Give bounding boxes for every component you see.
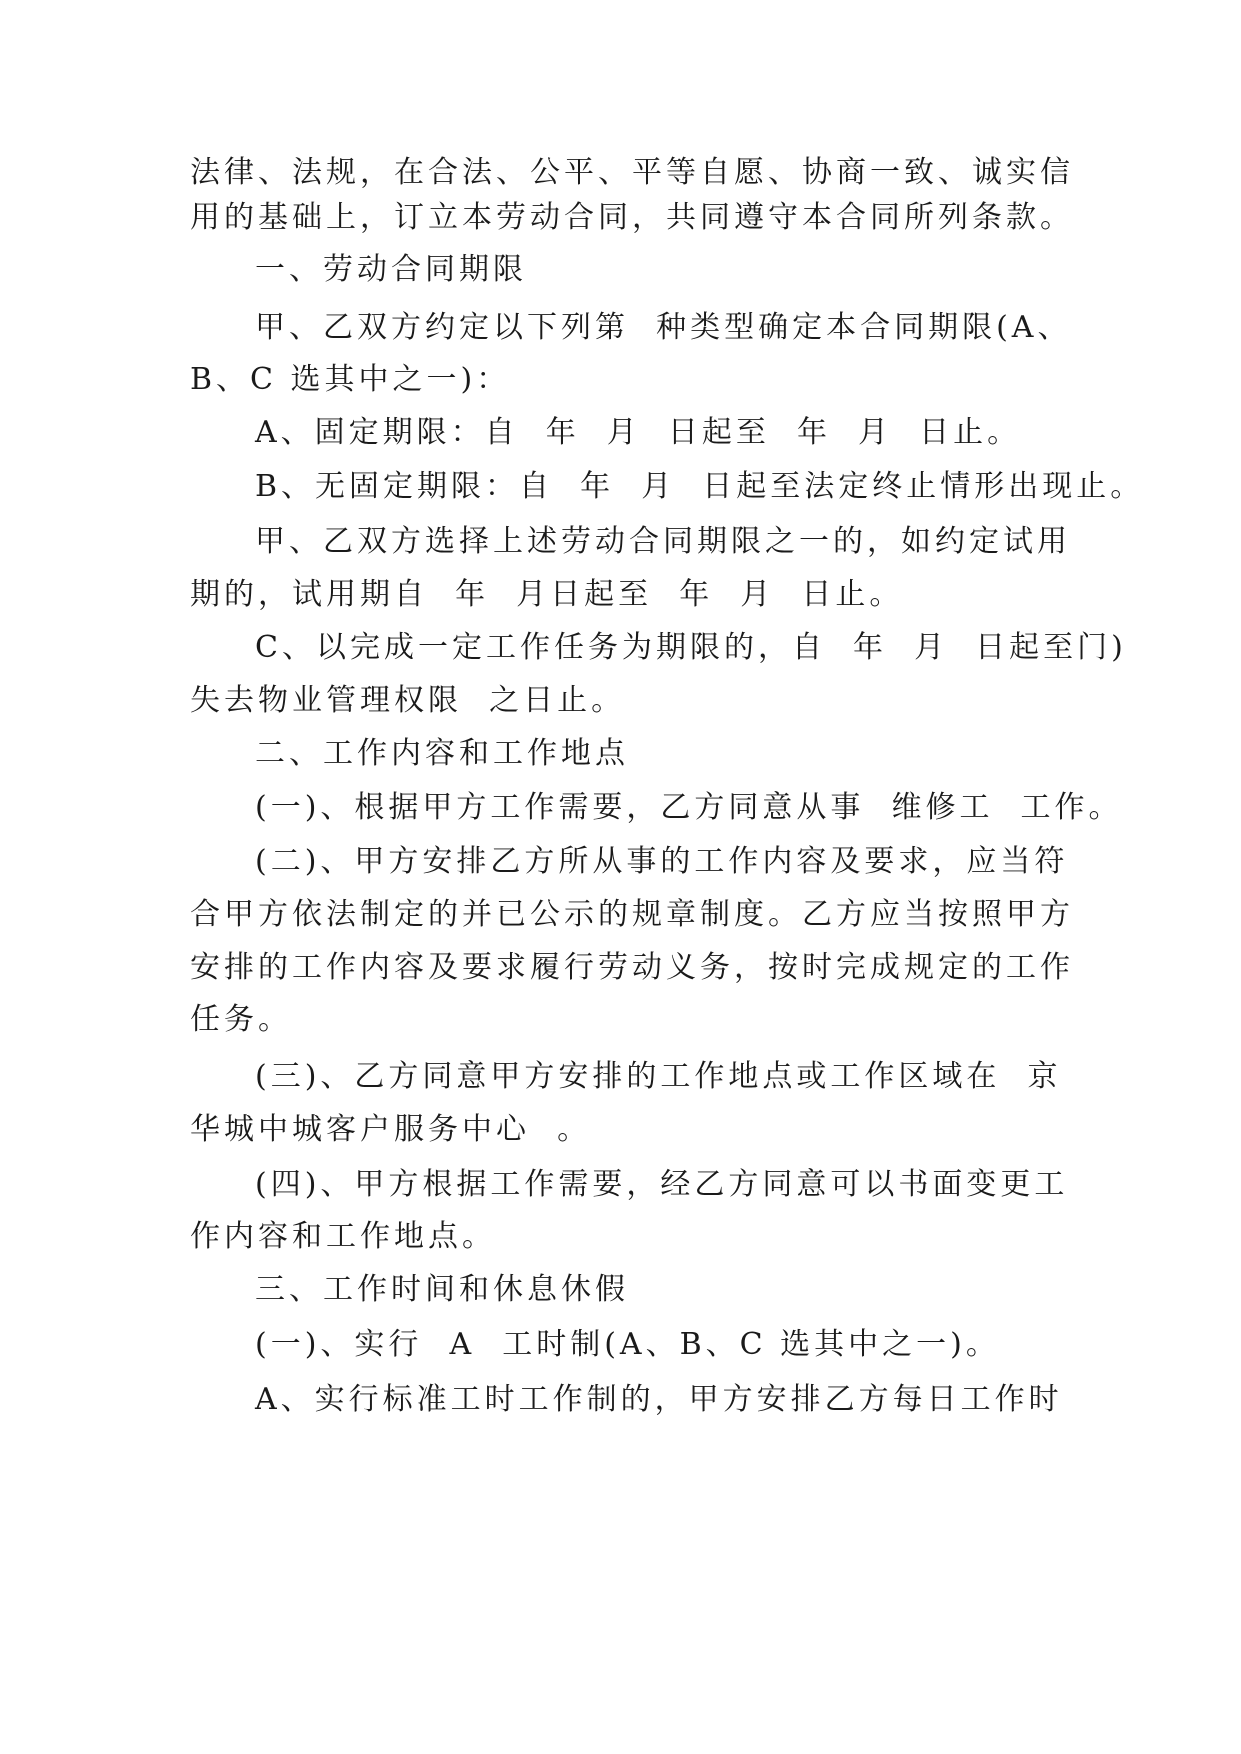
paragraph-line: 法律、法规，在合法、公平、平等自愿、协商一致、诚实信 (190, 155, 1074, 190)
paragraph-line: (一)、实行 A 工时制(A、B、C 选其中之一)。 (255, 1327, 1000, 1362)
paragraph-line: (三)、乙方同意甲方安排的工作地点或工作区域在 京 (255, 1059, 1062, 1094)
section-heading: 一、劳动合同期限 (255, 252, 527, 287)
paragraph-line: (四)、甲方根据工作需要，经乙方同意可以书面变更工 (255, 1167, 1069, 1202)
paragraph-line: 华城中城客户服务中心 。 (190, 1112, 592, 1147)
paragraph-line: 失去物业管理权限 之日止。 (190, 683, 626, 718)
paragraph-line: 任务。 (190, 1002, 292, 1037)
paragraph-line: 作内容和工作地点。 (190, 1219, 496, 1254)
paragraph-line: (二)、甲方安排乙方所从事的工作内容及要求，应当符 (255, 844, 1069, 879)
paragraph-line: C、以完成一定工作任务为期限的，自 年 月 日起至门) (255, 630, 1127, 665)
paragraph-line: 甲、乙双方约定以下列第 种类型确定本合同期限(A、 (255, 310, 1072, 345)
paragraph-line: 甲、乙双方选择上述劳动合同期限之一的，如约定试用 (255, 524, 1071, 559)
paragraph-line: A、实行标准工时工作制的，甲方安排乙方每日工作时 (255, 1382, 1063, 1417)
paragraph-line: 安排的工作内容及要求履行劳动义务，按时完成规定的工作 (190, 950, 1074, 985)
section-heading: 二、工作内容和工作地点 (255, 736, 629, 771)
paragraph-line: A、固定期限：自 年 月 日起至 年 月 日止。 (255, 415, 1022, 450)
paragraph-line: B、无固定期限：自 年 月 日起至法定终止情形出现止。 (255, 469, 1145, 504)
paragraph-line: (一)、根据甲方工作需要，乙方同意从事 维修工 工作。 (255, 790, 1123, 825)
paragraph-line: 合甲方依法制定的并已公示的规章制度。乙方应当按照甲方 (190, 897, 1074, 932)
paragraph-line: 期的，试用期自 年 月日起至 年 月 日止。 (190, 577, 904, 612)
paragraph-line: 用的基础上，订立本劳动合同，共同遵守本合同所列条款。 (190, 200, 1074, 235)
paragraph-line: B、C 选其中之一)： (190, 362, 511, 397)
section-heading: 三、工作时间和休息休假 (255, 1272, 629, 1307)
